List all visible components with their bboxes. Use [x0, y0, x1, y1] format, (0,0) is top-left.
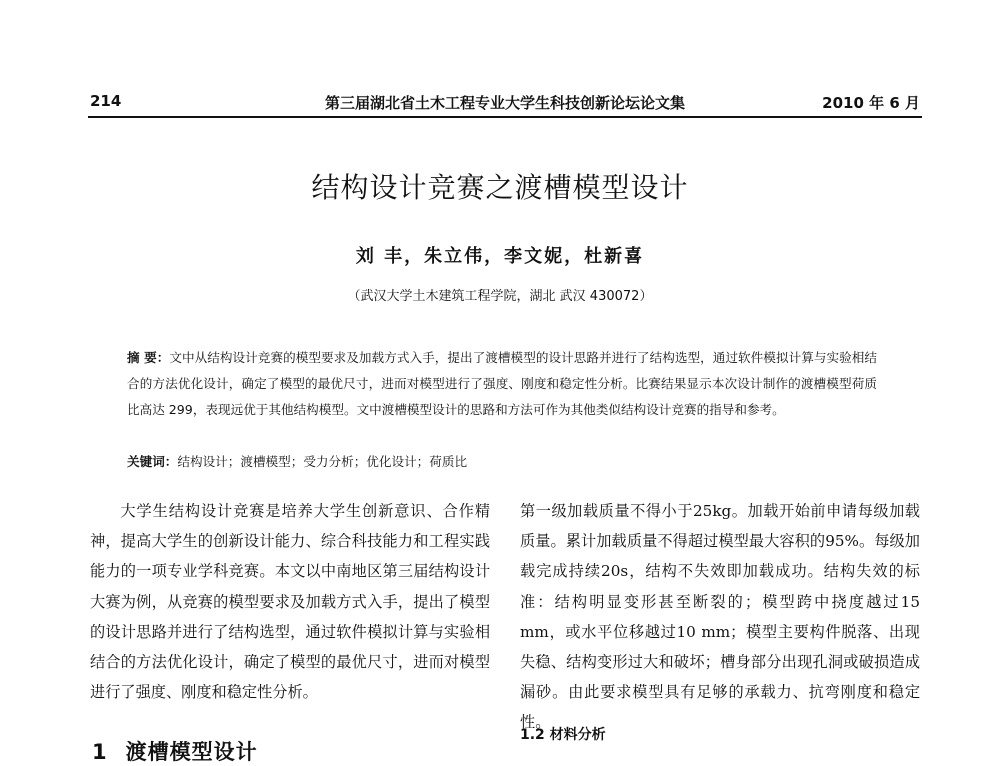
section-number: 1: [92, 740, 108, 764]
paper-title: 结构设计竞赛之渡槽模型设计: [311, 171, 689, 204]
keywords-label: 关键词：: [127, 454, 178, 469]
abstract-label: 摘 要：: [127, 350, 170, 365]
section-heading-1: [92, 736, 258, 766]
author-affiliation: （武汉大学土木建筑工程学院，湖北 武汉 430072）: [347, 289, 653, 304]
left-column: [90, 496, 490, 707]
loading-paragraph: 第一级加载质量不得小于25kg。加载开始前申请每级加载质量。累计加载质量不得超过模型最大容积的95%。每级加载完成持续20s，结构不失效即加载成功。结构失效的标准：结构明显变形甚至断裂的；模型跨中挠度越过15 mm，或水平位移越过10 mm；模型主要构件脱落、出现失稳、结构变形过大和破坏；槽身部分出现孔洞或破损造成漏砂。由此要求模型具有足够的承载力、抗弯刚度和稳定性。: [520, 502, 920, 732]
abstract-text: 文中从结构设计竞赛的模型要求及加载方式入手，提出了渡槽模型的设计思路并进行了结构选型，通过软件模拟计算与实验相结合的方法优化设计，确定了模型的最优尺寸，进而对模型进行了强度、刚度和稳定性分析。比赛结果显示本次设计制作的渡槽模型荷质比高达 299，表现远优于其他结构模型。文中渡槽模型设计的思路和方法可作为其他类似结构设计竞赛的指导和参考。: [127, 350, 877, 417]
header-rule: [88, 116, 922, 118]
journal-name: 第三届湖北省土木工程专业大学生科技创新论坛论文集: [324, 94, 685, 112]
section-title: 渡槽模型设计: [125, 740, 258, 764]
paper-authors: 刘 丰，朱立伟，李文妮，杜新喜: [355, 246, 645, 267]
section-heading-1-2: 1.2 材料分析: [520, 727, 606, 743]
keywords: [127, 449, 877, 475]
right-column: [520, 496, 920, 738]
abstract: [127, 345, 877, 423]
running-header: [90, 88, 920, 116]
page-number: 214: [90, 92, 122, 110]
publication-date: 2010 年 6 月: [822, 94, 920, 112]
keywords-text: 结构设计；渡槽模型；受力分析；优化设计；荷质比: [177, 454, 468, 469]
intro-paragraph: 大学生结构设计竞赛是培养大学生创新意识、合作精神，提高大学生的创新设计能力、综合科技能力和工程实践能力的一项专业学科竞赛。本文以中南地区第三届结构设计大赛为例，从竞赛的模型要求及加载方式入手，提出了模型的设计思路并进行了结构选型，通过软件模拟计算与实验相结合的方法优化设计，确定了模型的最优尺寸，进而对模型进行了强度、刚度和稳定性分析。: [90, 502, 490, 702]
